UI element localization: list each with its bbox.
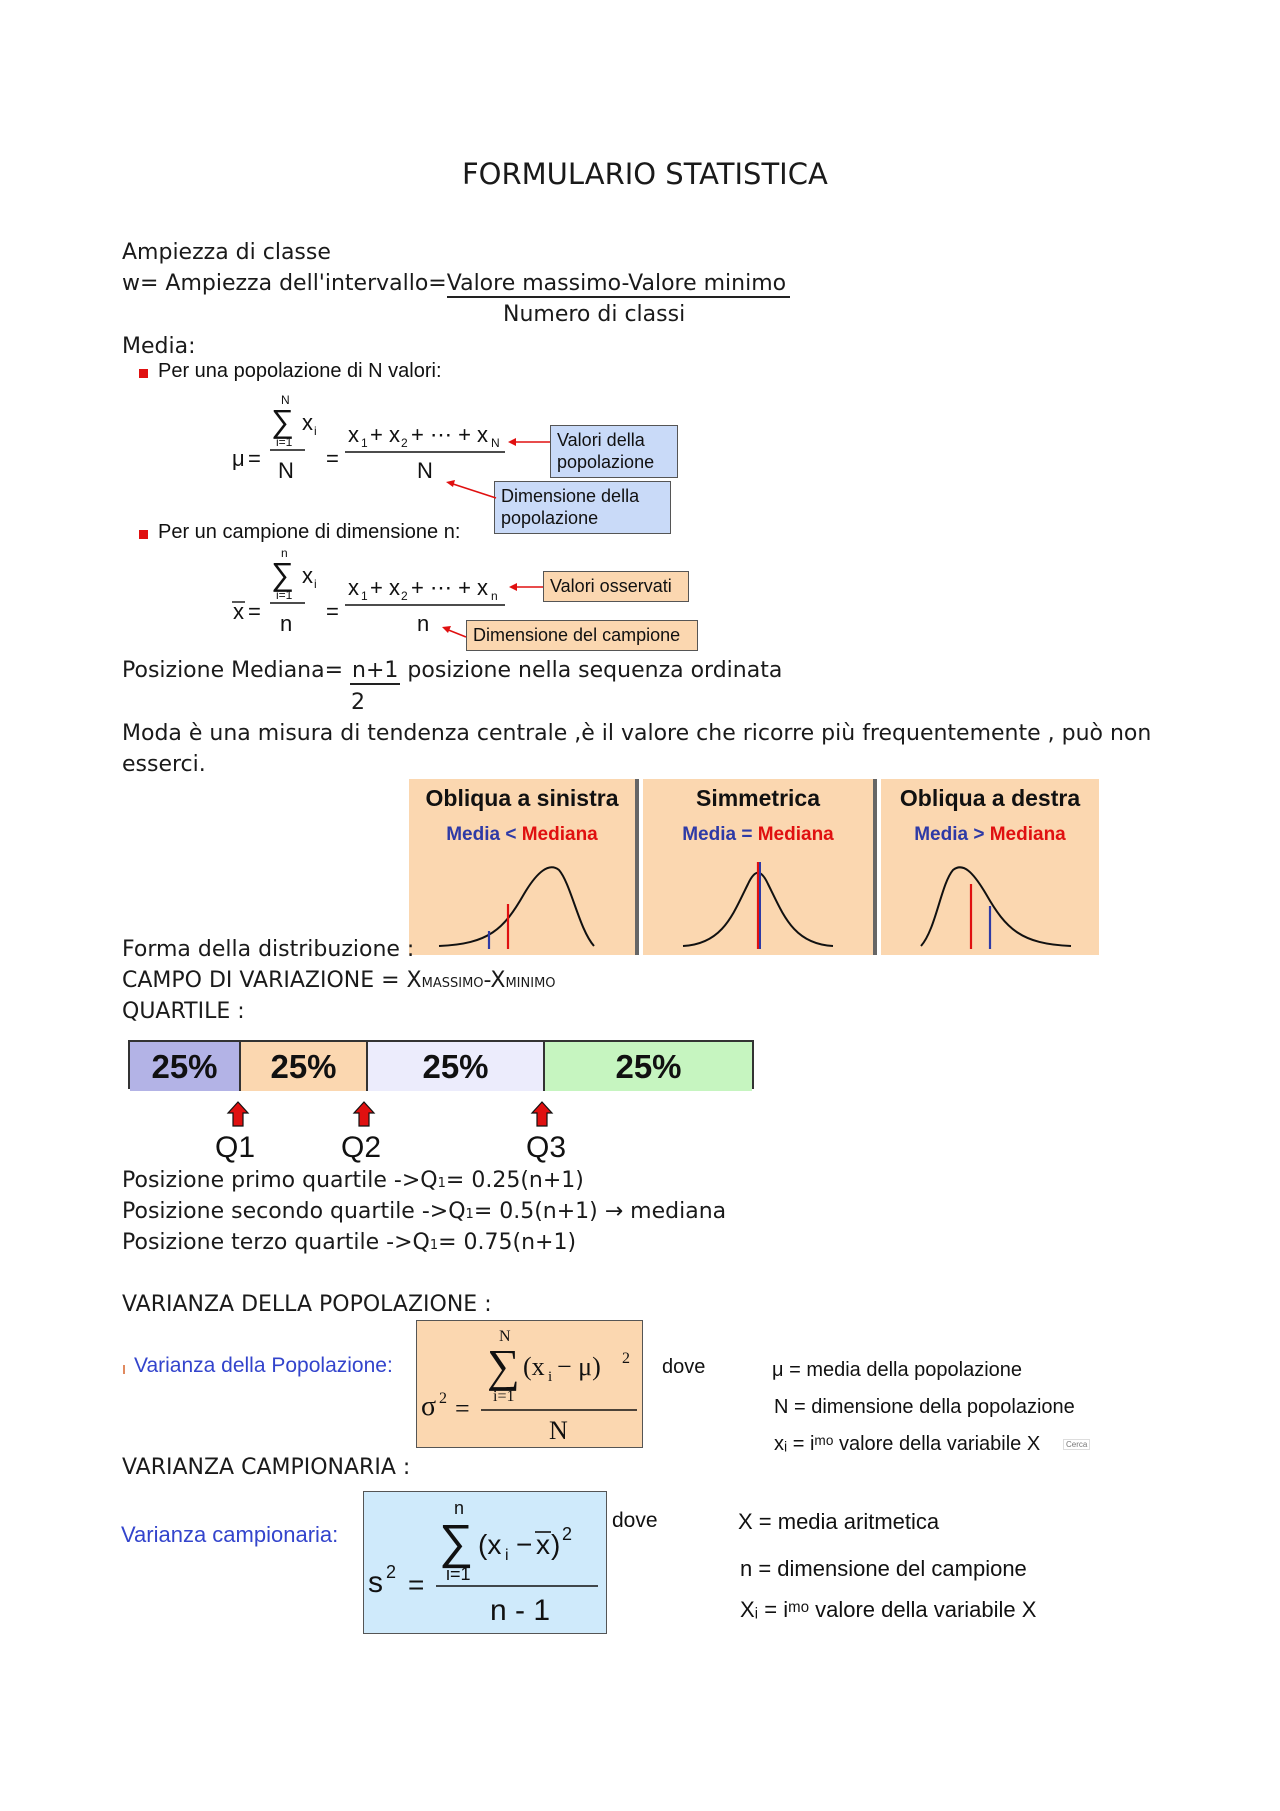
campo-sub-max: MASSIMO xyxy=(421,976,484,991)
dist-title-left: Obliqua a sinistra xyxy=(425,785,619,811)
sigma-icon: ∑ xyxy=(271,556,294,592)
svg-text:i: i xyxy=(314,424,317,438)
svg-text:−: − xyxy=(516,1529,533,1560)
svg-text:N: N xyxy=(417,458,433,483)
quartile-bar xyxy=(128,1040,754,1089)
svg-text:N: N xyxy=(491,436,500,450)
pop-arrows xyxy=(440,430,560,510)
arrow-up-icon xyxy=(354,1102,374,1126)
svg-text:i=1: i=1 xyxy=(276,588,293,602)
distribution-figure xyxy=(409,779,1099,955)
svg-text:n: n xyxy=(281,546,288,560)
campo-prefix: CAMPO DI VARIAZIONE = X xyxy=(122,968,422,993)
svg-text:=: = xyxy=(248,446,261,471)
svg-text:n: n xyxy=(280,611,293,636)
bullet-icon xyxy=(139,369,148,378)
marker-q2: Q2 xyxy=(341,1131,382,1164)
quartile-line-rest: = 0.5(n+1) → mediana xyxy=(473,1199,727,1224)
divider xyxy=(635,779,639,955)
mediana-numerator: n+1 xyxy=(352,658,399,683)
varianza-pop-dove: dove xyxy=(662,1356,706,1378)
svg-text:=: = xyxy=(248,599,261,624)
varianza-camp-dove: dove xyxy=(612,1509,658,1532)
pop-values-line1: Valori della xyxy=(557,430,645,450)
dist-panel-right xyxy=(881,779,1099,955)
quartile-line-sub: 1 xyxy=(429,1238,439,1253)
mediana-label: Mediana xyxy=(989,824,1066,845)
quartile-arrows xyxy=(220,1100,560,1130)
ampiezza-numerator: Valore massimo-Valore minimo xyxy=(447,271,790,298)
varianza-pop-legend-2: N = dimensione della popolazione xyxy=(774,1396,1075,1418)
quartile-line-rest: = 0.75(n+1) xyxy=(438,1230,577,1255)
svg-text:(x: (x xyxy=(478,1529,502,1560)
page-title: FORMULARIO STATISTICA xyxy=(462,157,828,191)
symmetric-curve xyxy=(643,854,873,954)
svg-text:n: n xyxy=(454,1498,465,1518)
quartile-line-1 xyxy=(122,1168,584,1193)
varianza-pop-legend-1: μ = media della popolazione xyxy=(772,1359,1023,1381)
svg-text:− μ): − μ) xyxy=(557,1352,601,1381)
svg-text:): ) xyxy=(551,1529,561,1560)
relation-op: < xyxy=(500,824,522,845)
quartile-line-text: Posizione primo quartile ->Q xyxy=(122,1168,438,1193)
mediana-label: Mediana xyxy=(757,824,834,845)
camp-values-box: Valori osservati xyxy=(543,571,689,602)
media-camp-bullet: Per un campione di dimensione n: xyxy=(158,521,461,543)
svg-text:=: = xyxy=(455,1394,470,1423)
sample-variance-formula xyxy=(364,1492,606,1633)
marker-q3: Q3 xyxy=(526,1131,567,1164)
dist-panel-center xyxy=(643,779,873,955)
quartile-line-text: Posizione secondo quartile ->Q xyxy=(122,1199,466,1224)
svg-text:i=1: i=1 xyxy=(493,1388,515,1405)
ampiezza-formula xyxy=(122,271,790,298)
svg-text:i=1: i=1 xyxy=(446,1564,471,1584)
svg-text:σ: σ xyxy=(421,1391,437,1422)
varianza-camp-legend-2: n = dimensione del campione xyxy=(740,1556,1027,1581)
svg-text:2: 2 xyxy=(401,436,408,450)
mediana-label: Mediana xyxy=(521,824,598,845)
pop-dim-line1: Dimensione della xyxy=(501,486,640,506)
svg-text:N: N xyxy=(549,1416,568,1445)
relation-op: > xyxy=(968,824,990,845)
svg-text:2: 2 xyxy=(386,1562,397,1582)
varianza-camp-label: Varianza campionaria: xyxy=(121,1522,339,1547)
svg-text:2: 2 xyxy=(439,1390,447,1407)
sigma-icon: ∑ xyxy=(487,1340,520,1391)
svg-text:+ ⋯ + x: + ⋯ + x xyxy=(411,575,489,600)
pop-dim-line2: popolazione xyxy=(501,508,599,528)
svg-text:N: N xyxy=(278,458,294,483)
varianza-pop-heading: VARIANZA DELLA POPOLAZIONE : xyxy=(122,1292,492,1317)
svg-text:n - 1: n - 1 xyxy=(490,1594,551,1627)
mediana-denominator: 2 xyxy=(351,690,365,715)
media-label: Media xyxy=(682,824,737,845)
left-skewed-curve xyxy=(409,854,635,954)
dist-relation-center xyxy=(643,824,873,846)
varianza-camp-legend-1: X = media aritmetica xyxy=(738,1509,940,1534)
quartile-heading: QUARTILE : xyxy=(122,999,245,1024)
ampiezza-denominator: Numero di classi xyxy=(503,302,686,327)
svg-text:n: n xyxy=(417,611,430,636)
svg-text:N: N xyxy=(499,1328,511,1345)
media-pop-bullet: Per una popolazione di N valori: xyxy=(158,360,442,382)
media-heading: Media: xyxy=(122,334,196,359)
dist-relation-right xyxy=(881,824,1099,846)
svg-text:i=1: i=1 xyxy=(276,435,293,449)
quartile-segment: 25% xyxy=(545,1042,752,1091)
dist-title-right: Obliqua a destra xyxy=(899,785,1081,811)
quartile-line-text: Posizione terzo quartile ->Q xyxy=(122,1230,430,1255)
svg-text:i: i xyxy=(548,1369,553,1385)
arrow-up-icon xyxy=(532,1102,552,1126)
camp-arrows xyxy=(430,575,550,655)
moda-line2: esserci. xyxy=(122,752,206,777)
campo-line xyxy=(122,968,556,993)
forma-label: Forma della distribuzione : xyxy=(122,937,415,962)
svg-text:x: x xyxy=(302,563,313,588)
svg-text:x: x xyxy=(302,410,313,435)
varianza-camp-heading: VARIANZA CAMPIONARIA : xyxy=(122,1455,411,1480)
pop-variance-formula xyxy=(417,1321,642,1447)
svg-text:s: s xyxy=(368,1566,383,1599)
dist-panel-left xyxy=(409,779,635,955)
quartile-line-sub: 1 xyxy=(437,1176,446,1191)
svg-text:=: = xyxy=(326,599,339,624)
svg-text:2: 2 xyxy=(562,1524,573,1544)
svg-text:+ ⋯ + x: + ⋯ + x xyxy=(411,422,489,447)
bullet-icon xyxy=(139,530,148,539)
varianza-camp-legend-3: Xᵢ = iᵐᵒ valore della variabile X xyxy=(740,1597,1037,1622)
varianza-pop-legend-3: xᵢ = iᵐᵒ valore della variabile X xyxy=(774,1433,1041,1455)
mediana-suffix: posizione nella sequenza ordinata xyxy=(400,658,783,683)
svg-text:2: 2 xyxy=(401,589,408,603)
svg-text:x: x xyxy=(536,1529,550,1560)
pop-values-box xyxy=(550,425,678,478)
pop-variance-formula-box xyxy=(416,1320,643,1448)
varianza-pop-label: Varianza della Popolazione: xyxy=(134,1354,393,1377)
arrow-up-icon xyxy=(228,1102,248,1126)
svg-text:μ: μ xyxy=(232,446,245,471)
campo-sub-min: MINIMO xyxy=(505,976,556,991)
relation-op: = xyxy=(736,824,758,845)
moda-line1: Moda è una misura di tendenza centrale ,è il valore che ricorre più frequentemente , può non xyxy=(122,721,1152,746)
mediana-line xyxy=(122,658,782,685)
svg-text:i: i xyxy=(505,1547,509,1564)
pop-values-line2: popolazione xyxy=(557,452,655,472)
marker-q1: Q1 xyxy=(215,1131,256,1164)
arrow-left-icon xyxy=(442,626,451,633)
quartile-line-3 xyxy=(122,1230,576,1255)
quartile-segment: 25% xyxy=(241,1042,368,1091)
svg-text:+ x: + x xyxy=(370,575,400,600)
right-skewed-curve xyxy=(881,854,1099,954)
svg-text:1: 1 xyxy=(361,436,368,450)
sigma-icon: ∑ xyxy=(271,403,294,439)
svg-text:n: n xyxy=(491,589,498,603)
arrow-left-icon xyxy=(508,438,516,446)
sum-upper-N: N xyxy=(281,393,290,407)
quartile-line-2 xyxy=(122,1199,726,1224)
quartile-segment: 25% xyxy=(130,1042,241,1091)
svg-text:+ x: + x xyxy=(370,422,400,447)
campo-dash: -X xyxy=(483,968,506,993)
arrow-left-icon xyxy=(446,480,455,487)
ampiezza-heading: Ampiezza di classe xyxy=(122,240,331,265)
arrow-left-icon xyxy=(509,583,517,591)
mediana-prefix: Posizione Mediana= xyxy=(122,658,351,683)
svg-text:=: = xyxy=(326,446,339,471)
quartile-line-rest: = 0.25(n+1) xyxy=(445,1168,584,1193)
svg-text:(x: (x xyxy=(523,1352,545,1381)
divider xyxy=(873,779,877,955)
quartile-line-sub: 1 xyxy=(465,1207,474,1222)
camp-dim-box: Dimensione del campione xyxy=(466,620,698,651)
dist-title-center: Simmetrica xyxy=(695,785,820,811)
quartile-segment: 25% xyxy=(368,1042,545,1091)
dist-relation-left xyxy=(409,824,635,846)
bullet-icon xyxy=(123,1365,125,1374)
sample-variance-formula-box xyxy=(363,1491,607,1634)
svg-text:x: x xyxy=(233,599,244,624)
cerca-button[interactable]: Cerca xyxy=(1063,1439,1090,1450)
svg-text:x: x xyxy=(348,575,359,600)
svg-text:=: = xyxy=(408,1569,425,1600)
svg-text:1: 1 xyxy=(361,589,368,603)
svg-text:2: 2 xyxy=(622,1350,630,1367)
svg-text:x: x xyxy=(348,422,359,447)
ampiezza-prefix: w= Ampiezza dell'intervallo= xyxy=(122,271,447,296)
media-label: Media xyxy=(914,824,969,845)
svg-text:i: i xyxy=(314,577,317,591)
sigma-icon: ∑ xyxy=(439,1516,474,1569)
media-label: Media xyxy=(446,824,501,845)
